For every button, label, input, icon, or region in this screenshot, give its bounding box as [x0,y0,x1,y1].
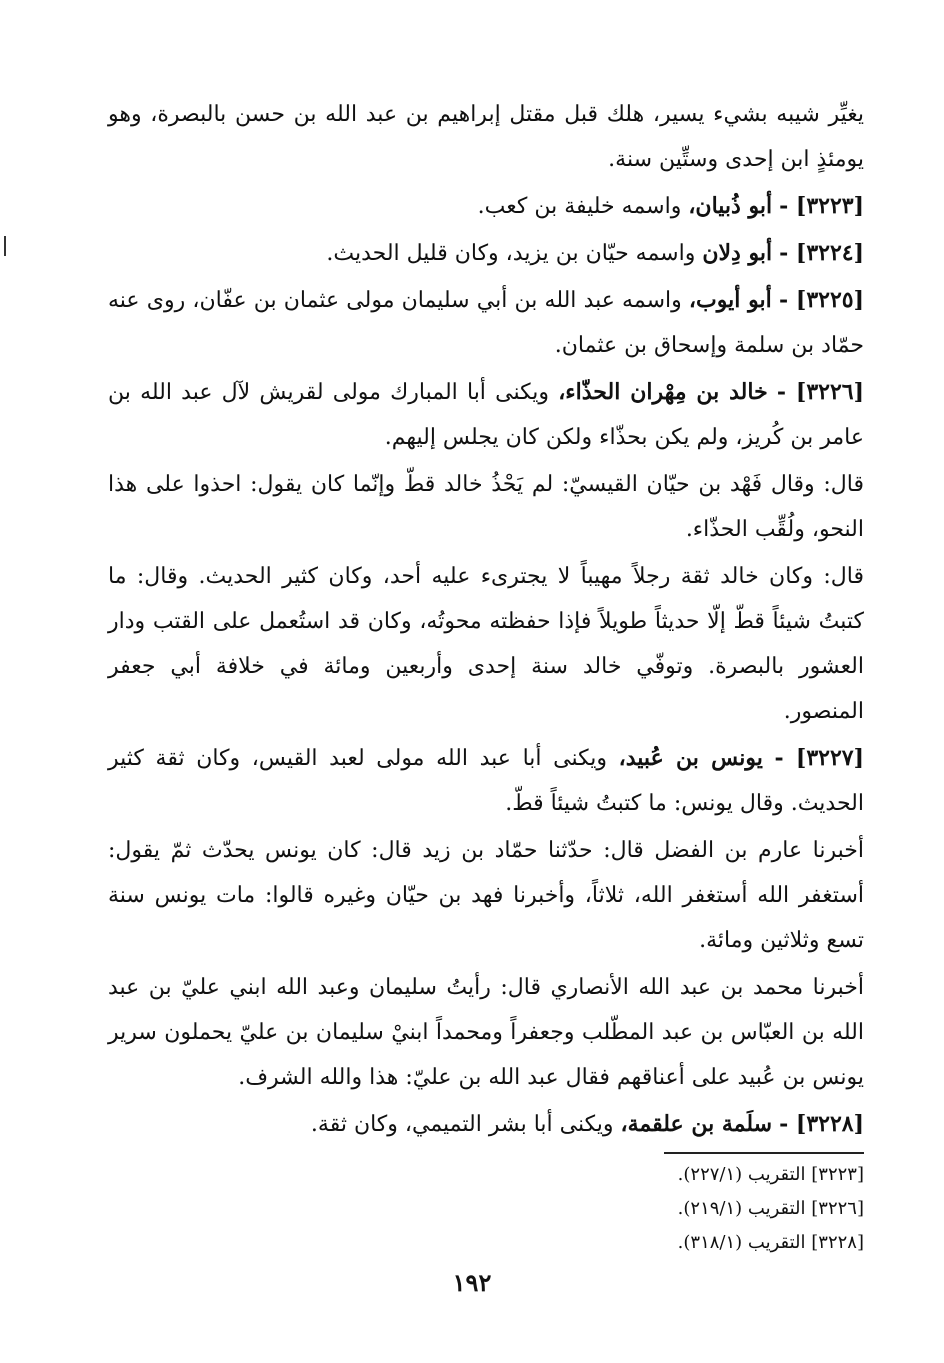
entry-number: [٣٢٢٦] - [776,379,864,405]
paragraph-text: أخبرنا عارم بن الفضل قال: حدّثنا حمّاد بن زيد قال: كان يونس يحدّث ثمّ يقول: أستغفر الله أستغفر الله، ثلاثاً، وأخبرنا فهد بن حيّان وغيره قالوا: مات يونس سنة تسع وثلاثين ومائة. [108,838,864,953]
footnote-item: [٣٢٢٦] التقريب (٢١٩/١). [677,1198,864,1219]
entry-number: [٣٢٢٨] - [779,1111,864,1137]
paragraph-arim [108,828,864,963]
scan-edge-mark [4,236,6,256]
entry-text: واسمه حيّان بن يزيد، وكان قليل الحديث. [326,241,703,266]
entry-name: يونس بن عُبيد، [618,745,763,771]
entry-number: [٣٢٢٧] - [774,745,864,771]
entry-text: واسمه عبد الله بن أبي سليمان مولى عثمان بن عفّان، روى عنه حمّاد بن سلمة وإسحاق بن عثمان. [108,288,864,358]
entry-3224 [108,231,864,276]
entry-number: [٣٢٢٤] - [779,240,864,266]
entry-text: واسمه خليفة بن كعب. [477,194,689,219]
entry-number: [٣٢٢٣] - [779,193,864,219]
entry-name: أبو أيوب، [688,287,772,313]
paragraph-fahd [108,462,864,552]
footnotes [540,1158,864,1260]
entry-3225 [108,278,864,368]
entry-name: سلَمة بن علقمة، [620,1111,773,1137]
entry-3223 [108,184,864,229]
paragraph-text: أخبرنا محمد بن عبد الله الأنصاري قال: رأيتُ سليمان وعبد الله ابني عليّ بن عبد الله بن العبّاس بن عبد المطّلب وجعفراً ومحمداً ابنيْ سليمان بن عليّ يحملون سرير يونس بن عُبيد على أعناقهم فقال عبد الله بن عليّ: هذا والله الشرف. [108,975,864,1090]
paragraph-text: قال: وكان خالد ثقة رجلاً مهيباً لا يجترىء عليه أحد، وكان كثير الحديث. وقال: ما كتبتُ شيئاً قطّ إلّا حديثاً طويلاً فإذا حفظته محوتُه، وكان قد استُعمل على القتب ودار العشور بالبصرة. وتوفّي خالد سنة إحدى وأربعين ومائة في خلافة أبي جعفر المنصور. [108,564,864,724]
paragraph-khalid [108,554,864,734]
page-number: ١٩٢ [452,1268,492,1297]
entry-name: أبو دِلان [702,240,773,266]
entry-3226 [108,370,864,460]
paragraph-continuation [108,92,864,182]
entry-3228 [108,1102,864,1147]
footnote-item: [٣٢٢٣] التقريب (٢٢٧/١). [677,1164,864,1185]
entry-name: خالد بن مِهْران الحذّاء، [558,379,768,405]
paragraph-text: يغيِّر شيبه بشيء يسير، هلك قبل مقتل إبراهيم بن عبد الله بن حسن بالبصرة، وهو يومئذٍ ابن إحدى وستِّين سنة. [108,102,864,172]
paragraph-ansari [108,965,864,1100]
paragraph-text: قال: وقال فَهْد بن حيّان القيسيّ: لم يَحْذُ خالد قطّ وإنّما كان يقول: احذوا على هذا النحو، ولُقِّب الحذّاء. [108,472,864,542]
entry-text: ويكنى أبا عبد الله مولى لعبد القيس، وكان ثقة كثير الحديث. وقال يونس: ما كتبتُ شيئاً قطّ. [108,746,864,816]
entry-text: ويكنى أبا المبارك مولى لقريش لآل عبد الله بن عامر بن كُريز، ولم يكن بحذّاء ولكن كان يجلس إليهم. [108,380,864,450]
entry-text: ويكنى أبا بشر التميمي، وكان ثقة. [310,1112,621,1137]
main-text [108,92,864,1149]
entry-name: أبو ذُبيان، [688,193,773,219]
footnote-divider [664,1152,864,1154]
entry-number: [٣٢٢٥] - [778,287,865,313]
footnote-item: [٣٢٢٨] التقريب (٣١٨/١). [677,1232,864,1253]
entry-3227 [108,736,864,826]
